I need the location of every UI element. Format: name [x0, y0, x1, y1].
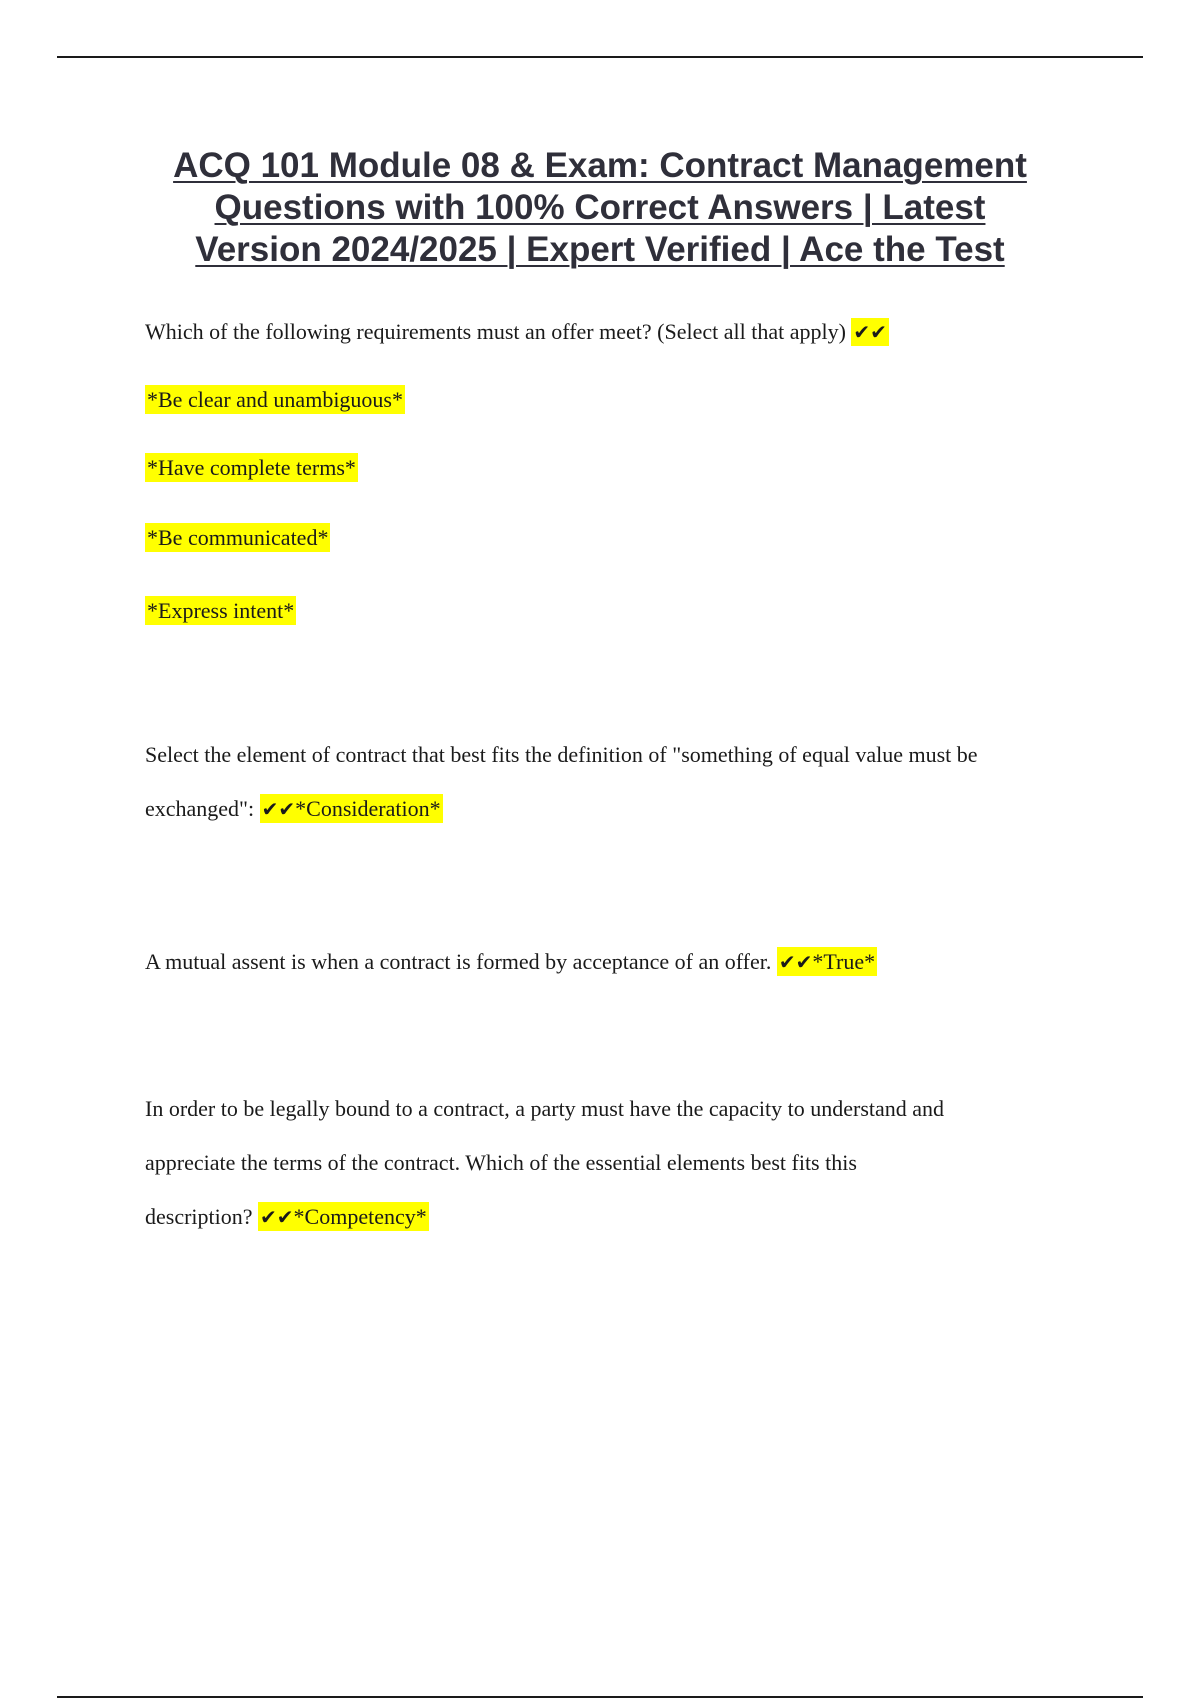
question-2-line-1: Select the element of contract that best fits the definition of "something of equal value must be — [145, 742, 978, 767]
question-4 — [145, 1082, 944, 1244]
check-mark-icon: ✔✔ — [778, 950, 813, 974]
question-4-line-1: In order to be legally bound to a contract, a party must have the capacity to understand and — [145, 1096, 945, 1121]
check-mark-icon: ✔✔ — [261, 797, 296, 821]
title-line-1: ACQ 101 Module 08 & Exam: Contract Management — [173, 146, 1027, 185]
question-1-option-4 — [145, 596, 296, 626]
question-2 — [145, 728, 978, 836]
question-1-option-1 — [145, 385, 405, 415]
question-2-answer — [260, 794, 443, 823]
question-1-option-3 — [145, 523, 330, 553]
answer-option: *Be communicated* — [147, 525, 329, 550]
bottom-rule — [57, 1696, 1143, 1698]
top-rule — [57, 56, 1143, 58]
answer-text: *True* — [812, 949, 876, 974]
answer-text: *Competency* — [293, 1204, 427, 1229]
answer-option: *Be clear and unambiguous* — [147, 387, 403, 412]
answer-text: *Consideration* — [295, 796, 441, 821]
question-1 — [145, 315, 889, 349]
question-4-line-2: appreciate the terms of the contract. Which of the essential elements best fits this — [145, 1150, 857, 1175]
question-3-answer — [777, 947, 877, 976]
answer-option: *Have complete terms* — [147, 455, 356, 480]
title-line-3: Version 2024/2025 | Expert Verified | Ace the Test — [195, 230, 1005, 269]
question-3 — [145, 935, 877, 989]
check-mark-icon: ✔✔ — [260, 1205, 294, 1229]
question-3-text: A mutual assent is when a contract is formed by acceptance of an offer. — [145, 949, 772, 974]
question-2-line-2 — [145, 782, 978, 836]
answer-option: *Express intent* — [147, 598, 295, 623]
question-4-line-3 — [145, 1190, 944, 1244]
check-mark-icon: ✔✔ — [853, 320, 887, 344]
question-2-line-2-text: exchanged": — [145, 796, 255, 821]
question-4-line-3-text: description? — [145, 1204, 253, 1229]
title-line-2: Questions with 100% Correct Answers | Latest — [214, 188, 986, 227]
question-4-answer — [258, 1202, 429, 1231]
document-title — [100, 145, 1100, 271]
question-1-text: Which of the following requirements must an offer meet? (Select all that apply) — [145, 319, 846, 344]
question-1-option-2 — [145, 453, 358, 483]
